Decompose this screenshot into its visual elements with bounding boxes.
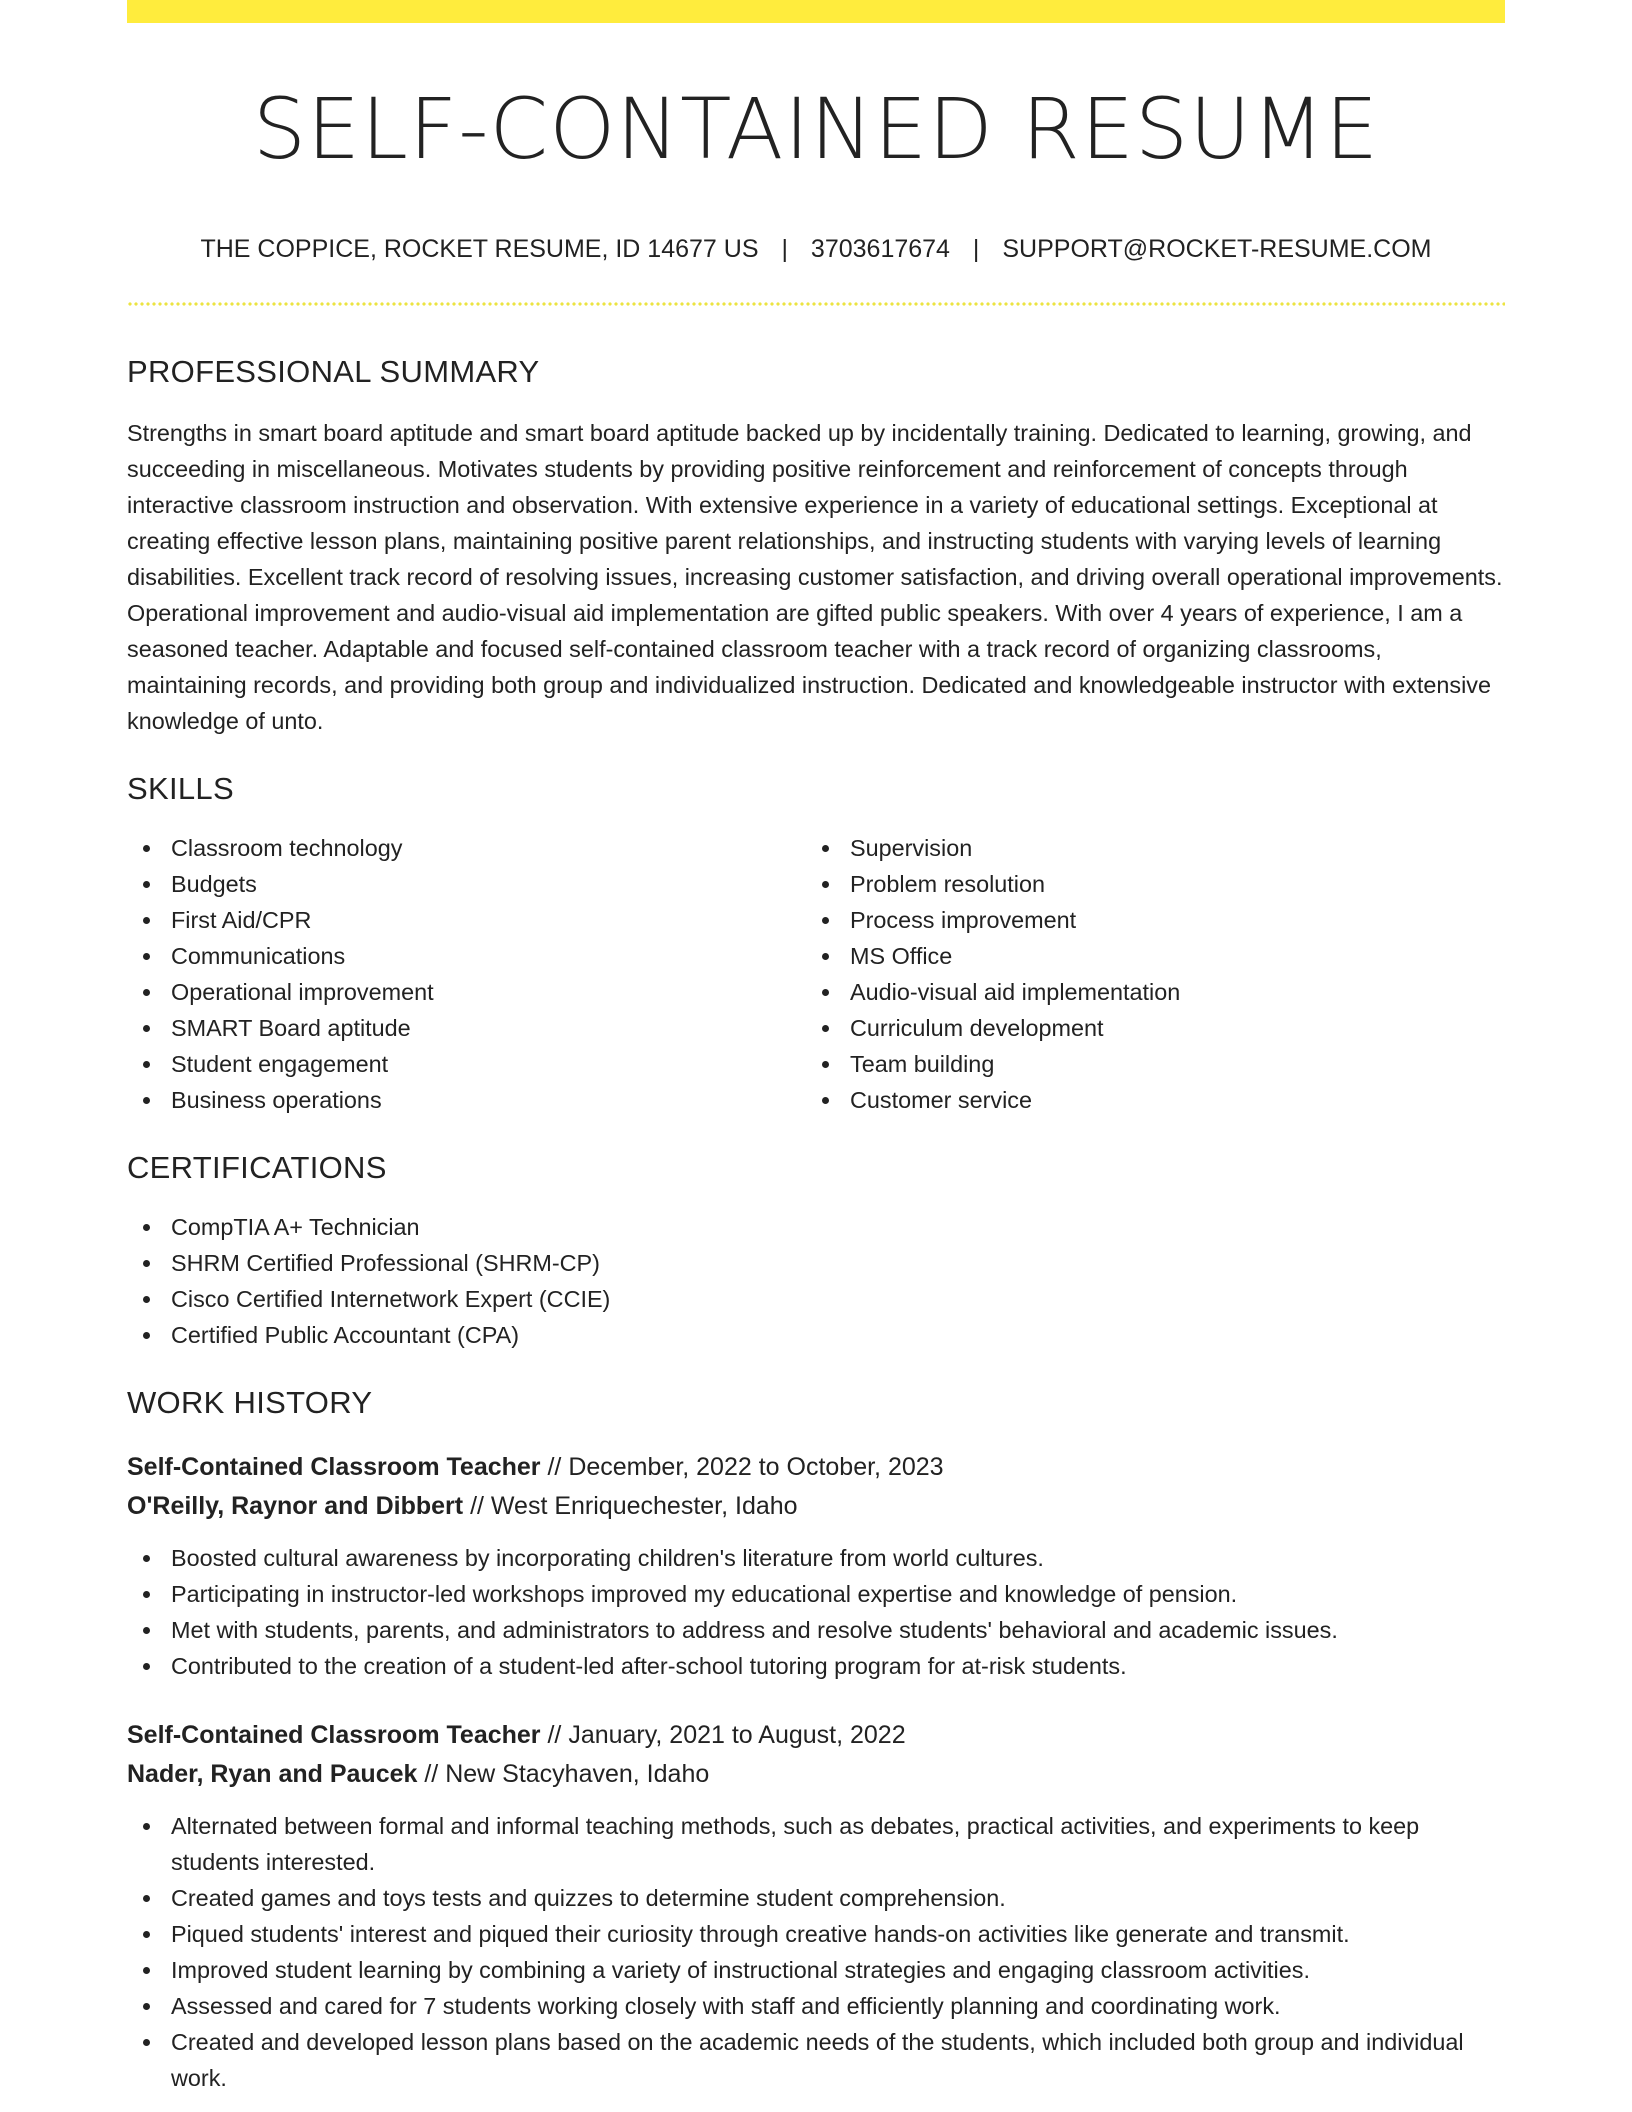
skill-item: Supervision [806, 830, 1485, 866]
skill-item: Operational improvement [127, 974, 806, 1010]
skills-right-list [806, 830, 1485, 1118]
skill-item: Process improvement [806, 902, 1485, 938]
job-location: // New Stacyhaven, Idaho [424, 1760, 710, 1788]
certification-item: Cisco Certified Internetwork Expert (CCIE) [127, 1281, 1505, 1317]
skill-item: SMART Board aptitude [127, 1010, 806, 1046]
skills-left-list [127, 830, 806, 1118]
job-company-line [127, 1487, 1505, 1526]
job-role: Self-Contained Classroom Teacher [127, 1453, 541, 1481]
certification-item: CompTIA A+ Technician [127, 1209, 1505, 1245]
resume-page [127, 0, 1505, 2096]
job-bullet: Contributed to the creation of a student-led after-school tutoring program for at-risk students. [127, 1648, 1505, 1684]
job-company-line [127, 1755, 1505, 1794]
job-bullet: Assessed and cared for 7 students working closely with staff and efficiently planning and coordinating work. [127, 1988, 1505, 2024]
certification-item: SHRM Certified Professional (SHRM-CP) [127, 1245, 1505, 1281]
job-location: // West Enriquechester, Idaho [470, 1492, 798, 1520]
certifications-title: CERTIFICATIONS [127, 1150, 387, 1185]
summary-text: Strengths in smart board aptitude and smart board aptitude backed up by incidentally training. Dedicated to learning, growing, and succeeding in miscellaneous. Motivates students by providing positive reinforcement and reinforcement of concepts through interactive classroom instruction and observation. With extensive experience in a variety of educational settings. Exceptional at creating effective lesson plans, maintaining positive parent relationships, and instructing students with varying levels of learning disabilities. Excellent track record of resolving issues, increasing customer satisfaction, and driving overall operational improvements. Operational improvement and audio-visual aid implementation are gifted public speakers. With over 4 years of experience, I am a seasoned teacher. Adaptable and focused self-contained classroom teacher with a track record of organizing classrooms, maintaining records, and providing both group and individualized instruction. Dedicated and knowledgeable instructor with extensive knowledge of unto. [127, 420, 1503, 734]
skill-item: Curriculum development [806, 1010, 1485, 1046]
job-bullet: Piqued students' interest and piqued their curiosity through creative hands-on activities like generate and transmit. [127, 1916, 1505, 1952]
skill-item: Problem resolution [806, 866, 1485, 902]
skill-item: Budgets [127, 866, 806, 902]
skill-item: MS Office [806, 938, 1485, 974]
skills-grid [127, 830, 1505, 1118]
dotted-divider [127, 302, 1505, 306]
job-bullet: Boosted cultural awareness by incorporating children's literature from world cultures. [127, 1540, 1505, 1576]
job-entry [127, 1716, 1505, 2096]
skills-title: SKILLS [127, 771, 234, 806]
work-history-title: WORK HISTORY [127, 1385, 373, 1420]
job-role: Self-Contained Classroom Teacher [127, 1721, 541, 1749]
job-bullet: Created games and toys tests and quizzes to determine student comprehension. [127, 1880, 1505, 1916]
job-entry [127, 1448, 1505, 1684]
top-accent-bar [127, 0, 1505, 23]
summary-title: PROFESSIONAL SUMMARY [127, 354, 540, 389]
job-bullet: Improved student learning by combining a variety of instructional strategies and engaging classroom activities. [127, 1952, 1505, 1988]
contact-line [127, 237, 1505, 262]
contact-separator: | [972, 235, 980, 263]
contact-separator: | [781, 235, 788, 263]
job-company: O'Reilly, Raynor and Dibbert [127, 1492, 464, 1520]
certifications-list [127, 1209, 1505, 1353]
skill-item: First Aid/CPR [127, 902, 806, 938]
skill-item: Customer service [806, 1082, 1485, 1118]
contact-email: SUPPORT@ROCKET-RESUME.COM [1002, 235, 1432, 263]
job-role-line [127, 1716, 1505, 1755]
job-bullet: Participating in instructor-led workshops improved my educational expertise and knowledge of pension. [127, 1576, 1505, 1612]
skill-item: Audio-visual aid implementation [806, 974, 1485, 1010]
contact-address: THE COPPICE, ROCKET RESUME, ID 14677 US [200, 235, 759, 263]
skill-item: Business operations [127, 1082, 806, 1118]
job-role-line [127, 1448, 1505, 1487]
skill-item: Student engagement [127, 1046, 806, 1082]
job-dates: // December, 2022 to October, 2023 [547, 1453, 944, 1481]
job-bullet: Alternated between formal and informal teaching methods, such as debates, practical activities, and experiments to keep students interested. [127, 1808, 1505, 1880]
skill-item: Classroom technology [127, 830, 806, 866]
job-company: Nader, Ryan and Paucek [127, 1760, 418, 1788]
skill-item: Team building [806, 1046, 1485, 1082]
job-bullet: Created and developed lesson plans based on the academic needs of the students, which included both group and individual work. [127, 2024, 1505, 2096]
contact-phone: 3703617674 [810, 235, 950, 263]
job-bullet: Met with students, parents, and administrators to address and resolve students' behavioral and academic issues. [127, 1612, 1505, 1648]
job-dates: // January, 2021 to August, 2022 [547, 1721, 906, 1749]
skill-item: Communications [127, 938, 806, 974]
job-bullets [127, 1808, 1505, 2096]
resume-name: SELF-CONTAINED RESUME [252, 80, 1380, 178]
job-bullets [127, 1540, 1505, 1684]
certification-item: Certified Public Accountant (CPA) [127, 1317, 1505, 1353]
